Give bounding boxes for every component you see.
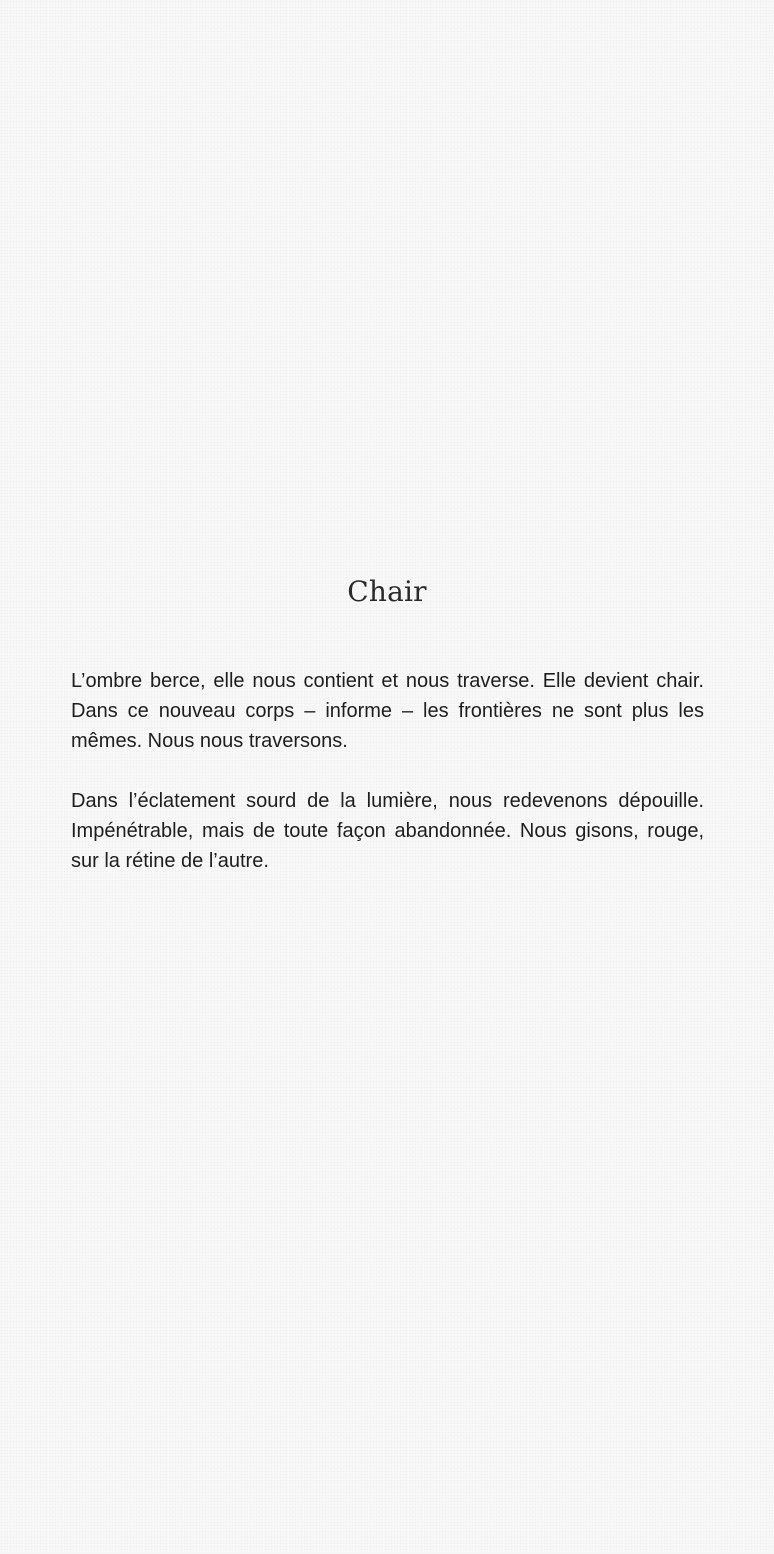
poem-body bbox=[71, 666, 704, 906]
poem-title: Chair bbox=[347, 575, 427, 608]
poem-paragraph-2: Dans l’éclatement sourd de la lumière, nous redevenons dépouille. Impénétrable, mais de toute façon abandonnée. Nous gisons, rouge, sur la rétine de l’autre. bbox=[71, 790, 704, 872]
poem-paragraph-1: L’ombre berce, elle nous contient et nous traverse. Elle devient chair. Dans ce nouveau corps – informe – les frontières ne sont plus les mêmes. Nous nous traversons. bbox=[71, 670, 704, 752]
